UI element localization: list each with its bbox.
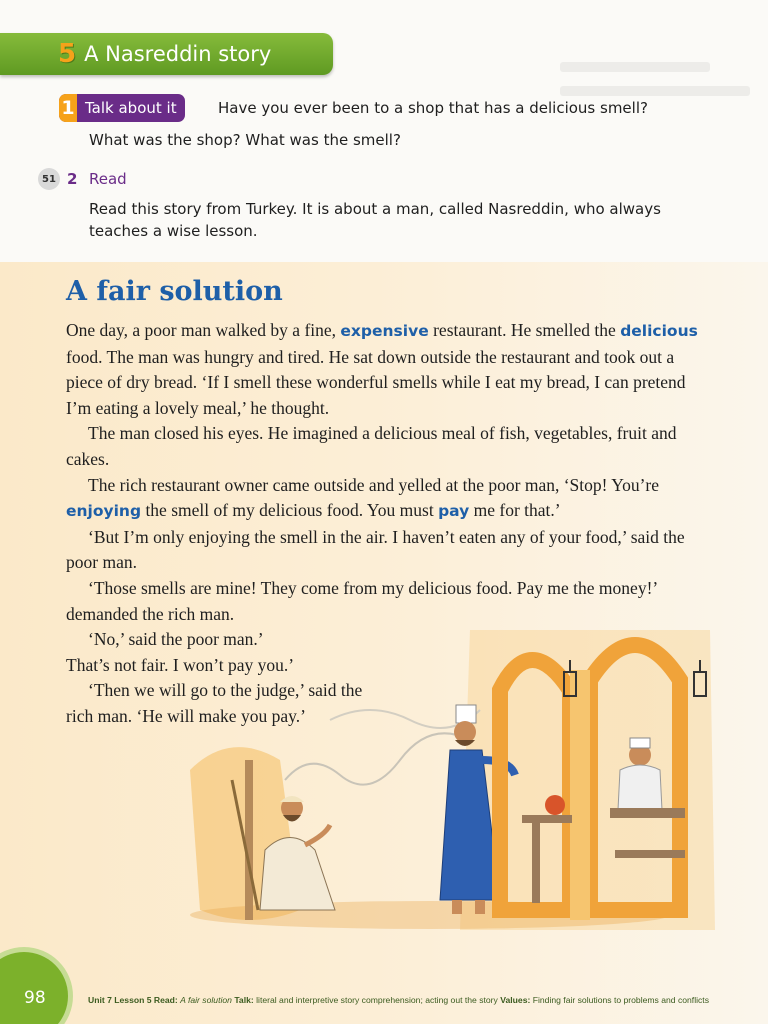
story-paragraph: The rich restaurant owner came outside and yelled at the poor man, ‘Stop! You’re enjoying the smell of my delicious food. You must pay me for that.’ — [66, 474, 660, 521]
discussion-question-1: Have you ever been to a shop that has a delicious smell? — [218, 99, 648, 117]
story-paragraph: That’s not fair. I won’t pay you.’ — [66, 654, 295, 675]
keyword: delicious — [620, 322, 698, 340]
task-number: 1 — [59, 94, 77, 122]
page-number: 98 — [24, 988, 46, 1008]
intro-line: teaches a wise lesson. — [89, 222, 258, 240]
task-label: Read — [89, 170, 127, 188]
keyword: enjoying — [66, 502, 142, 521]
story-paragraph: One day, a poor man walked by a fine, expensive restaurant. He smelled the delicious food. The man was hungry and tired. He sat down outside the restaurant and took out a piece of dry bread. ‘If I smell these wonderful smells while I eat my bread, I can pretend I’m eating a lovely meal,’ he thought. — [66, 320, 698, 418]
intro-line: Read this story from Turkey. It is about a man, called Nasreddin, who always — [89, 200, 661, 218]
story-paragraph: ‘No,’ said the poor man.’ — [88, 629, 264, 650]
footer-note: Unit 7 Lesson 5 Read: A fair solution Talk: literal and interpretive story comprehension; acting out the story Values: Finding fair solutions to problems and conflicts — [88, 995, 709, 1005]
task-label: Talk about it — [85, 99, 177, 117]
story-paragraph: ‘Then we will go to the judge,’ said the rich man. ‘He will make you pay.’ — [66, 680, 363, 726]
story-paragraph: ‘Those smells are mine! They come from my delicious food. Pay me the money!’ demanded the rich man. — [66, 577, 657, 624]
lesson-title: A Nasreddin story — [84, 42, 272, 66]
keyword: expensive — [340, 322, 429, 340]
discussion-question-2: What was the shop? What was the smell? — [89, 131, 401, 149]
lesson-number: 5 — [58, 39, 77, 69]
story-paragraph: The man closed his eyes. He imagined a delicious meal of fish, vegetables, fruit and cakes. — [66, 423, 677, 469]
story-illustration — [170, 610, 730, 940]
story-title: A fair solution — [66, 276, 283, 307]
smell-swirl — [285, 733, 470, 784]
lesson-banner — [0, 33, 333, 75]
teapot-icon — [545, 795, 565, 815]
keyword: pay — [438, 502, 470, 521]
audio-track-icon[interactable] — [38, 168, 60, 190]
talk-about-it-badge — [59, 94, 185, 122]
audio-track-number: 51 — [42, 173, 56, 185]
task-number: 2 — [67, 170, 78, 188]
reading-intro — [89, 198, 709, 242]
story-paragraph: ‘But I’m only enjoying the smell in the air. I haven’t eaten any of your food,’ said the poor man. — [66, 526, 685, 573]
